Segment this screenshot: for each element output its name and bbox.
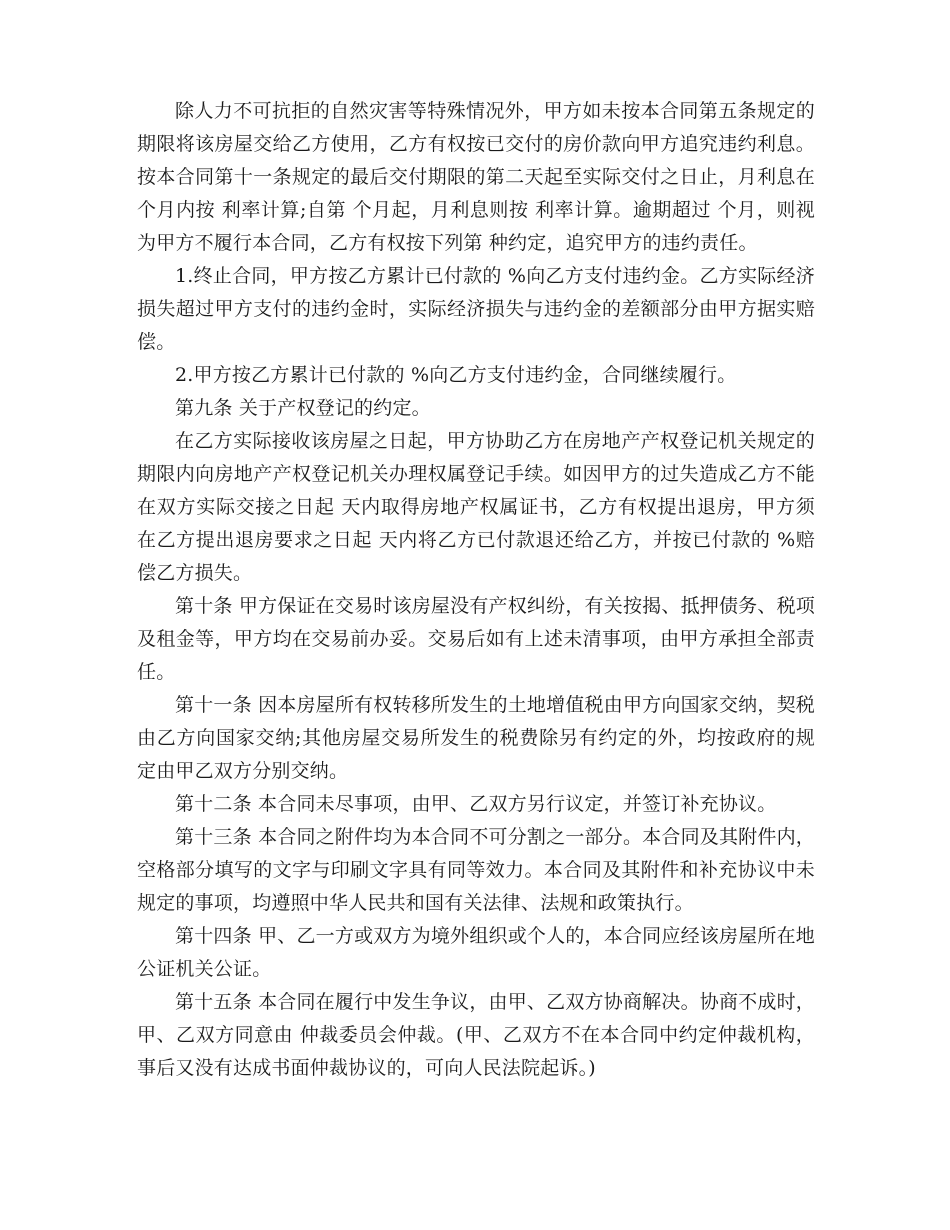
article-9-body: 在乙方实际接收该房屋之日起，甲方协助乙方在房地产产权登记机关规定的期限内向房地产产权登记机关办理权属登记手续。如因甲方的过失造成乙方不能在双方实际交接之日起 天内取得房地产权属证书，乙方有权提出退房，甲方须在乙方提出退房要求之日起 天内将乙方已付款退还给乙方，并按已付款的 %赔偿乙方损失。 — [137, 430, 815, 584]
article-15: 第十五条 本合同在履行中发生争议，由甲、乙双方协商解决。协商不成时，甲、乙双方同意由 仲裁委员会仲裁。(甲、乙双方不在本合同中约定仲裁机构，事后又没有达成书面仲裁协议的，可向人民法院起诉。) — [137, 991, 815, 1079]
article-12: 第十二条 本合同未尽事项，由甲、乙双方另行议定，并签订补充协议。 — [175, 793, 777, 815]
paragraph-option-continue: 2.甲方按乙方累计已付款的 %向乙方支付违约金，合同继续履行。 — [175, 364, 737, 386]
paragraph-late-delivery: 除人力不可抗拒的自然灾害等特殊情况外，甲方如未按本合同第五条规定的期限将该房屋交给乙方使用，乙方有权按已交付的房价款向甲方追究违约利息。按本合同第十一条规定的最后交付期限的第二天起至实际交付之日止，月利息在 个月内按 利率计算;自第 个月起，月利息则按 利率计算。逾期超过 个月，则视为甲方不履行本合同，乙方有权按下列第 种约定，追究甲方的违约责任。 — [137, 100, 822, 254]
article-13: 第十三条 本合同之附件均为本合同不可分割之一部分。本合同及其附件内，空格部分填写的文字与印刷文字具有同等效力。本合同及其附件和补充协议中未规定的事项，均遵照中华人民共和国有关法律、法规和政策执行。 — [137, 826, 815, 914]
article-9-heading: 第九条 关于产权登记的约定。 — [175, 397, 431, 419]
article-10: 第十条 甲方保证在交易时该房屋没有产权纠纷，有关按揭、抵押债务、税项及租金等，甲方均在交易前办妥。交易后如有上述未清事项，由甲方承担全部责任。 — [137, 595, 815, 683]
article-11: 第十一条 因本房屋所有权转移所发生的土地增值税由甲方向国家交纳，契税由乙方向国家交纳;其他房屋交易所发生的税费除另有约定的外，均按政府的规定由甲乙双方分别交纳。 — [137, 694, 815, 782]
paragraph-option-terminate: 1.终止合同，甲方按乙方累计已付款的 %向乙方支付违约金。乙方实际经济损失超过甲方支付的违约金时，实际经济损失与违约金的差额部分由甲方据实赔偿。 — [137, 265, 815, 353]
article-14: 第十四条 甲、乙一方或双方为境外组织或个人的，本合同应经该房屋所在地公证机关公证。 — [137, 925, 815, 980]
